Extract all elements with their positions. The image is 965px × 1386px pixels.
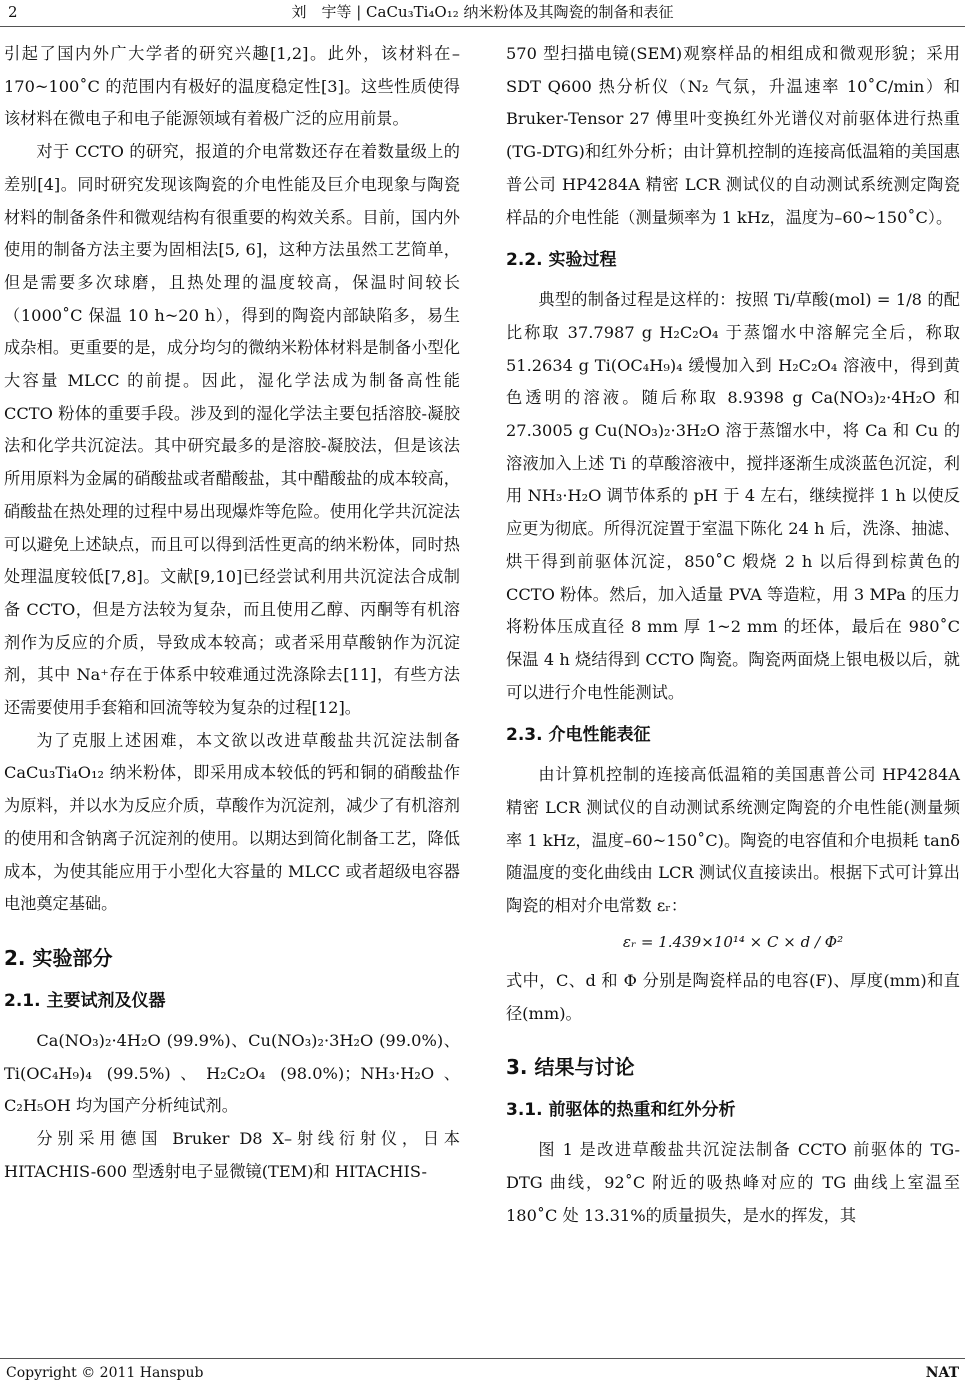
subsection-heading: 2.1. 主要试剂及仪器 <box>4 990 166 1011</box>
paragraph: 式中，C、d 和 Φ 分别是陶瓷样品的电容(F)、厚度(mm)和直径(mm)。 <box>506 970 960 1023</box>
paragraph: 引起了国内外广大学者的研究兴趣[1,2]。此外，该材料在–170~100˚C 的范围内有极好的温度稳定性[3]。这些性质使得该材料在微电子和电子能源领域有着极广泛的应用前景。 <box>4 44 460 129</box>
header-rule <box>0 26 965 27</box>
left-column <box>4 38 460 1189</box>
subsection-heading: 2.2. 实验过程 <box>506 250 617 271</box>
running-title: 刘 宇等 | CaCu₃Ti₄O₁₂ 纳米粉体及其陶瓷的制备和表征 <box>291 3 674 21</box>
paragraph: 由计算机控制的连接高低温箱的美国惠普公司 HP4284A 精密 LCR 测试仪的自动测试系统测定陶瓷的介电性能(测量频率 1 kHz，温度–60~150˚C)。陶瓷的电容值和介电损耗 tanδ 随温度的变化曲线由 LCR 测试仪直接读出。根据下式可计算出陶瓷的相对介电常数 εᵣ： <box>506 765 960 916</box>
dielectric-formula: εᵣ = 1.439×10¹⁴ × C × d ∕ Φ² <box>622 932 844 951</box>
subsection-heading: 2.3. 介电性能表征 <box>506 725 651 746</box>
page-header <box>0 0 965 24</box>
paragraph: 对于 CCTO 的研究，报道的介电常数还存在着数量级上的差别[4]。同时研究发现该陶瓷的介电性能及巨介电现象与陶瓷材料的制备条件和微观结构有很重要的构效关系。目前，国内外使用的制备方法主要为固相法[5, 6]，这种方法虽然工艺简单，但是需要多次球磨，且热处理的温度较高，保温时间较长（1000˚C 保温 10 h~20 h），得到的陶瓷内部缺陷多，易生成杂相。更重要的是，成分均匀的微纳米粉体材料是制备小型化大容量 MLCC 的前提。因此，湿化学法成为制备高性能 CCTO 粉体的重要手段。涉及到的湿化学法主要包括溶胶-凝胶法和化学共沉淀法。其中研究最多的是溶胶-凝胶法，但是该法所用原料为金属的硝酸盐或者醋酸盐，其中醋酸盐的成本较高，硝酸盐在热处理的过程中易出现爆炸等危险。使用化学共沉淀法可以避免上述缺点，而且可以得到活性更高的纳米粉体，同时热处理温度较低[7,8]。文献[9,10]已经尝试利用共沉淀法合成制备 CCTO，但是方法较为复杂，而且使用乙醇、丙酮等有机溶剂作为反应的介质，导致成本较高；或者采用草酸钠作为沉淀剂，其中 Na⁺存在于体系中较难通过洗涤除去[11]，有些方法还需要使用手套箱和回流等较为复杂的过程[12]。 <box>4 142 460 718</box>
paragraph: 典型的制备过程是这样的：按照 Ti/草酸(mol) = 1/8 的配比称取 37.7987 g H₂C₂O₄ 于蒸馏水中溶解完全后，称取 51.2634 g Ti(OC₄H₉)₄ 缓慢加入到 H₂C₂O₄ 溶液中，得到黄色透明的溶液。随后称取 8.9398 g Ca(NO₃)₂·4H₂O 和 27.3005 g Cu(NO₃)₂·3H₂O 溶于蒸馏水中，将 Ca 和 Cu 的溶液加入上述 Ti 的草酸溶液中，搅拌逐渐生成淡蓝色沉淀，利用 NH₃·H₂O 调节体系的 pH 于 4 左右，继续搅拌 1 h 以使反应更为彻底。所得沉淀置于室温下陈化 24 h 后，洗涤、抽滤、烘干得到前驱体沉淀，850˚C 煅烧 2 h 以后得到棕黄色的 CCTO 粉体。然后，加入适量 PVA 等造粒，用 3 MPa 的压力将粉体压成直径 8 mm 厚 1~2 mm 的坯体，最后在 980˚C 保温 4 h 烧结得到 CCTO 陶瓷。陶瓷两面烧上银电极以后，就可以进行介电性能测试。 <box>506 290 960 702</box>
page-number: 2 <box>8 3 18 21</box>
page-footer <box>0 1358 965 1386</box>
paragraph: 图 1 是改进草酸盐共沉淀法制备 CCTO 前驱体的 TG-DTG 曲线，92˚C 附近的吸热峰对应的 TG 曲线上室温至 180˚C 处 13.31%的质量损失，是水的挥发，其 <box>506 1140 960 1225</box>
paragraph: 分别采用德国 Bruker D8 X–射线衍射仪，日本 HITACHIS-600 型透射电子显微镜(TEM)和 HITACHIS- <box>4 1129 460 1181</box>
right-column <box>506 38 960 1232</box>
paragraph: 570 型扫描电镜(SEM)观察样品的相组成和微观形貌；采用 SDT Q600 热分析仪（N₂ 气氛，升温速率 10˚C/min）和 Bruker-Tensor 27 傅里叶变换红外光谱仪对前驱体进行热重(TG-DTG)和红外分析；由计算机控制的连接高低温箱的美国惠普公司 HP4284A 精密 LCR 测试仪的自动测试系统测定陶瓷样品的介电性能（测量频率为 1 kHz，温度为–60~150˚C）。 <box>506 44 960 227</box>
subsection-heading: 3.1. 前驱体的热重和红外分析 <box>506 1100 736 1121</box>
paragraph: 为了克服上述困难，本文欲以改进草酸盐共沉淀法制备 CaCu₃Ti₄O₁₂ 纳米粉体，即采用成本较低的钙和铜的硝酸盐作为原料，并以水为反应介质，草酸作为沉淀剂，减少了有机溶剂的使用和含钠离子沉淀剂的使用。以期达到简化制备工艺，降低成本，为使其能应用于小型化大容量的 MLCC 或者超级电容器电池奠定基础。 <box>4 730 460 914</box>
journal-abbrev: NAT <box>925 1365 959 1381</box>
section-heading: 3. 结果与讨论 <box>506 1055 635 1080</box>
section-heading: 2. 实验部分 <box>4 945 113 970</box>
copyright-text: Copyright © 2011 Hanspub <box>6 1365 204 1381</box>
paragraph: Ca(NO₃)₂·4H₂O (99.9%)、Cu(NO₃)₂·3H₂O (99.0%)、Ti(OC₄H₉)₄ (99.5%)、H₂C₂O₄ (98.0%)；NH₃·H₂O、C₂H₅OH 均为国产分析纯试剂。 <box>4 1030 460 1116</box>
